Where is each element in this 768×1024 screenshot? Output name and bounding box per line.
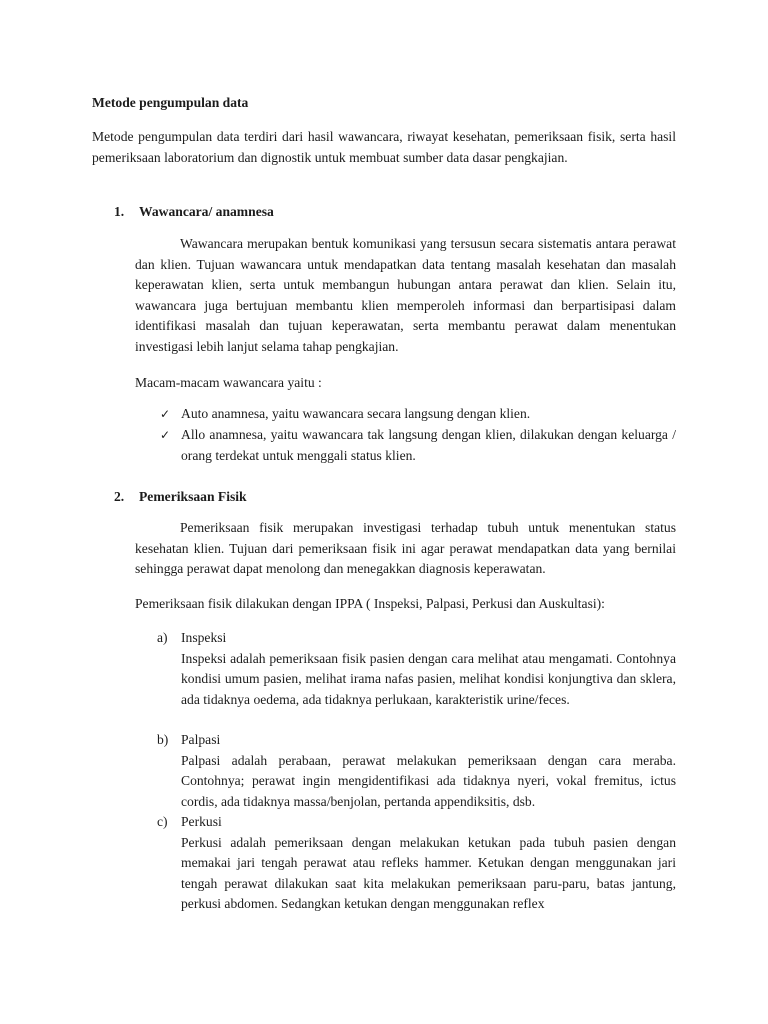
section-2-heading: Pemeriksaan Fisik [139,489,247,504]
interview-type-auto: Auto anamnesa, yaitu wawancara secara langsung dengan klien. [181,406,531,421]
item-text: Palpasi adalah perabaan, perawat melakukan pemeriksaan dengan cara meraba. Contohnya; perawat ingin mengidentifikasi ada tidaknya nyeri, vokal fremitus, ictus cordis, ada tidaknya massa/benjolan, pertanda appendiksitis, dsb. [181,752,676,809]
intro-paragraph: Metode pengumpulan data terdiri dari hasil wawancara, riwayat kesehatan, pemeriksaan fisik, serta hasil pemeriksaan laboratorium dan dignostik untuk membuat sumber data dasar pengkajian. [92,129,676,165]
item-letter-b: b) [157,732,169,747]
item-title: Palpasi [181,732,221,747]
interview-type-allo: Allo anamnesa, yaitu wawancara tak langsung dengan klien, dilakukan dengan keluarga / orang terdekat untuk menggali status klien. [181,427,676,463]
item-perkusi [181,812,676,915]
item-letter-c: c) [157,814,168,829]
section-1-paragraph: Wawancara merupakan bentuk komunikasi yang tersusun secara sistematis antara perawat dan klien. Tujuan wawancara untuk mendapatkan data tentang masalah kesehatan dan masalah keperawatan klien, serta untuk membangun hubungan antara perawat dan klien. Selain itu, wawancara juga bertujuan membantu klien memperoleh informasi dan berpartisipasi dalam identifikasi masalah dan tujuan keperawatan, serta membantu perawat dalam menentukan investigasi lebih lanjut selama tahap pengkajian. [135,236,676,354]
item-title: Perkusi [181,814,222,829]
check-icon: ✓ [160,428,171,442]
section-1-heading: Wawancara/ anamnesa [139,204,274,219]
section-1-number: 1. [114,204,125,219]
section-2-number: 2. [114,489,125,504]
item-text: Perkusi adalah pemeriksaan dengan melakukan ketukan pada tubuh pasien dengan memakai jari tengah perawat atau refleks hammer. Ketukan dengan menggunakan jari tengah perawat dilakukan saat kita melakukan pemeriksaan paru-paru, batas jantung, perkusi abdomen. Sedangkan ketukan dengan menggunakan reflex [181,834,676,911]
item-title: Inspeksi [181,630,227,645]
section-2-paragraph: Pemeriksaan fisik merupakan investigasi terhadap tubuh untuk menentukan status kesehatan klien. Tujuan dari pemeriksaan fisik ini agar perawat mendapatkan data yang bernilai sehingga perawat dapat menolong dan menegakkan diagnosis keperawatan. [135,520,676,576]
interview-types-intro: Macam-macam wawancara yaitu : [135,375,322,390]
item-palpasi [181,730,676,812]
item-inspeksi [181,628,676,710]
ippa-intro: Pemeriksaan fisik dilakukan dengan IPPA ( Inspeksi, Palpasi, Perkusi dan Auskultasi): [135,596,605,611]
item-text: Inspeksi adalah pemeriksaan fisik pasien dengan cara melihat atau mengamati. Contohnya kondisi umum pasien, melihat irama nafas pasien, melihat kondisi konjungtiva dan sklera, ada tidaknya oedema, ada tidaknya perlukaan, karakteristik urine/feces. [181,650,676,707]
document-title: Metode pengumpulan data [92,95,249,110]
check-icon: ✓ [160,407,171,421]
item-letter-a: a) [157,630,168,645]
